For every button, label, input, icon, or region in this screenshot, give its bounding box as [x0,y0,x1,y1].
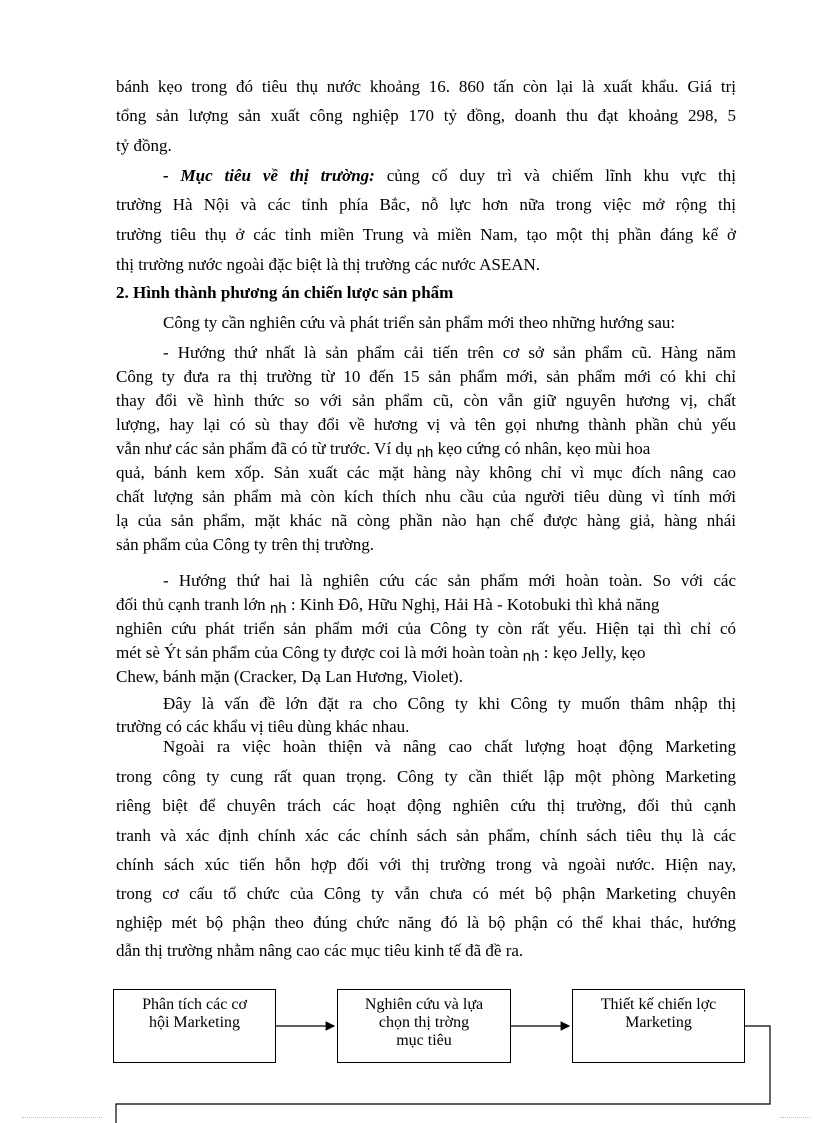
text-line: lạ của sản phẩm, mặt khác nã còng phần nào hạn chế được hàng giả, hàng nhái [116,511,736,530]
text-span: kẹo cứng có nhân, kẹo mùi hoa [433,439,651,458]
text-line: thị trường nước ngoài đặc biệt là thị trường các nước ASEAN. [116,255,541,274]
text-span: mét sè Ýt sản phẩm của Công ty được coi là mới hoàn toàn [116,643,519,662]
text-line: riêng biệt để chuyên trách các hoạt động nghiên cứu thị trường, đối thủ cạnh [116,796,736,815]
text-line: trong công ty cung rất quan trọng. Công ty cần thiết lập một phòng Marketing [116,767,736,786]
text-span: nh [416,444,434,461]
box-text: chọn thị trờng [378,1014,470,1031]
text-line: - Hướng thứ nhất là sản phẩm cải tiến trên cơ sở sản phẩm cũ. Hàng năm [163,343,736,362]
box-text: Marketing [625,1014,692,1031]
text-line: sản phẩm của Công ty trên thị trường. [116,535,375,554]
text-line: thay đổi về hình thức so với sản phẩm cũ, còn vẫn giữ nguyên hương vị, chất [116,391,736,410]
text-line: trường có các khẩu vị tiêu dùng khác nhau. [116,717,410,736]
box-text: Nghiên cứu và lựa [364,996,484,1013]
text-span: nh [269,600,287,617]
section-heading: 2. Hình thành phương án chiến lược sản phẩm [116,283,454,302]
text-line: - Hướng thứ hai là nghiên cứu các sản phẩm mới hoàn toàn. So với các [163,571,736,590]
text-line: Ngoài ra việc hoàn thiện và nâng cao chất lượng hoạt động Marketing [163,737,736,756]
text-line: tổng sản lượng sản xuất công nghiệp 170 tỷ đồng, doanh thu đạt khoảng 298, 5 [116,106,736,125]
text-line: chính sách xúc tiến hỗn hợp đối với thị trường trong và ngoài nước. Hiện nay, [116,855,736,874]
box-text: Thiết kế chiến lợc [600,996,717,1013]
text-span: đối thủ cạnh tranh lớn [116,595,266,614]
box-text: Phân tích các cơ [142,996,247,1013]
page-edge-dots [22,1117,102,1119]
text-line: trường tiêu thụ ở các tỉnh miền Trung và miền Nam, tạo một thị phần đáng kể ở [116,225,736,244]
page-edge-dots [780,1117,810,1119]
text-span: : Kinh Đô, Hữu Nghị, Hải Hà - Kotobuki thì khả năng [286,595,660,614]
diagram-box-strategy [572,989,745,1063]
box-text: hội Marketing [148,1014,241,1031]
text-line: trong cơ cấu tổ chức của Công ty vẫn chưa có mét bộ phận Marketing chuyên [116,884,736,903]
text-line: dẫn thị trường nhằm nâng cao các mục tiêu kinh tế đã đề ra. [116,941,524,960]
box-text: mục tiêu [396,1032,452,1049]
text-span: củng cố duy trì và chiếm lĩnh khu vực thị [374,166,736,185]
text-line: Công ty cần nghiên cứu và phát triển sản phẩm mới theo những hướng sau: [163,313,676,332]
diagram-box-research [337,989,511,1063]
text-span: : kẹo Jelly, kẹo [539,643,646,662]
market-goal-label: - Mục tiêu về thị trường: [163,166,375,185]
text-line: trường Hà Nội và các tỉnh phía Bắc, nỗ lực hơn nữa trong việc mở rộng thị [116,195,736,214]
text-span: vẫn như các sản phẩm đã có từ trước. Ví dụ [116,439,413,458]
text-line: Công ty đưa ra thị trường từ 10 đến 15 sản phẩm mới, sản phẩm mới có khi chỉ [116,367,736,386]
text-line: nghiên cứu phát triển sản phẩm mới của Công ty còn rất yếu. Hiện tại thì chỉ có [116,619,736,638]
text-line: Đây là vấn đề lớn đặt ra cho Công ty khi Công ty muốn thâm nhập thị [163,694,736,713]
text-line: lượng, hay lại có sù thay đổi về hương vị và tên gọi nhưng thành phần chủ yếu [116,415,736,434]
text-line: tranh và xác định chính xác các chính sách sản phẩm, chính sách tiêu thụ là các [116,826,736,845]
text-line: quả, bánh kem xốp. Sản xuất các mặt hàng này không chỉ vì mục đích nâng cao [116,463,736,482]
text-line: nghiệp mét bộ phận theo đúng chức năng đó là bộ phận có thể khai thác, hướng [116,913,736,932]
text-line: bánh kẹo trong đó tiêu thụ nước khoảng 16. 860 tấn còn lại là xuất khẩu. Giá trị [116,77,736,96]
text-line: chất lượng sản phẩm mà còn kích thích nhu cầu của người tiêu dùng vì tính mới [116,487,736,506]
diagram-box-analysis [113,989,276,1063]
text-line: tỷ đồng. [116,136,172,155]
text-span: nh [522,648,540,665]
text-line: Chew, bánh mặn (Cracker, Dạ Lan Hương, Violet). [116,667,463,686]
